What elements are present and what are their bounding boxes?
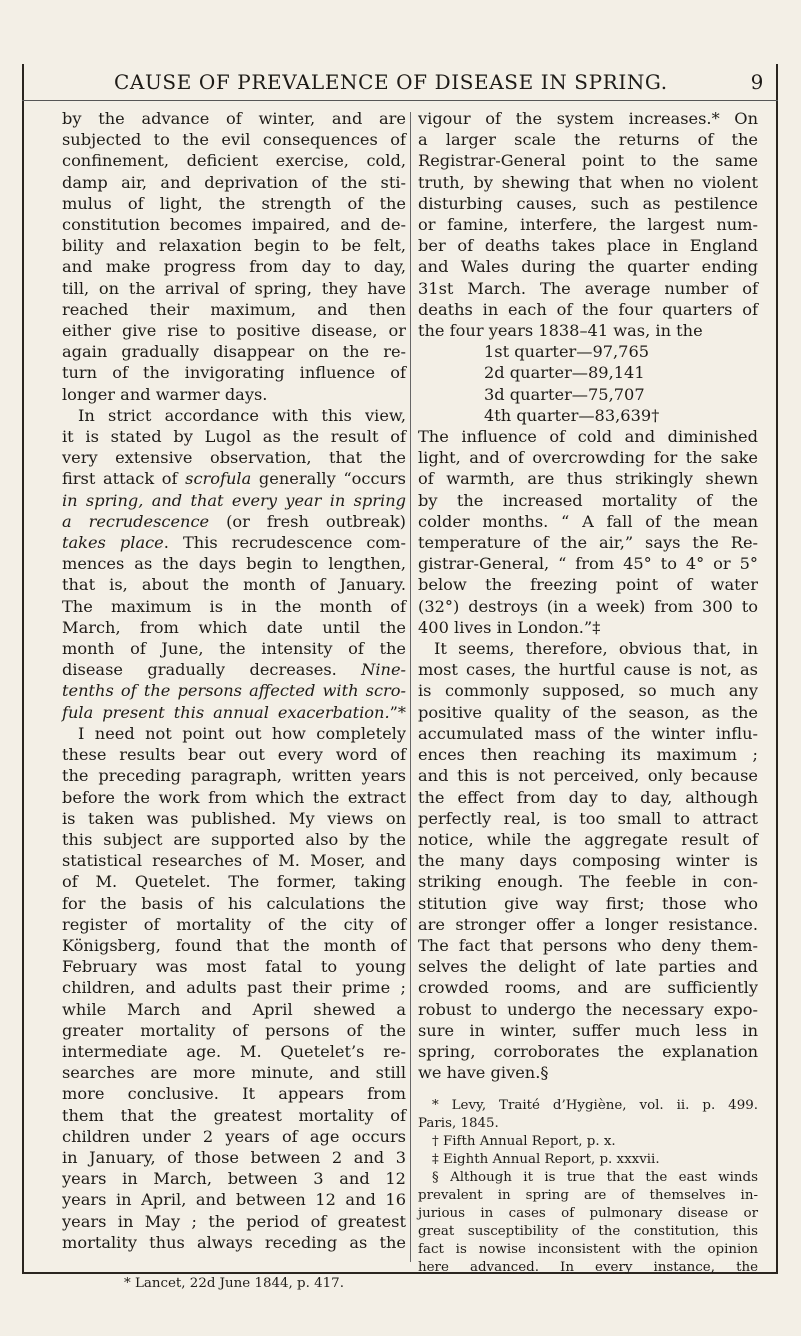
text-line: a larger scale the returns of the: [418, 130, 758, 150]
text-line: below the freezing point of water: [418, 575, 758, 595]
text-line: accumulated mass of the winter influ-: [418, 723, 758, 743]
text-line: very extensive observation, that the: [62, 448, 406, 468]
text-line: month of June, the intensity of the: [62, 639, 406, 659]
text-line: this subject are supported also by the: [62, 829, 406, 849]
text-line: is commonly supposed, so much any: [418, 681, 758, 701]
text-line: 31st March. The average number of: [418, 278, 758, 298]
right-column: [418, 108, 758, 1277]
footnote-line: great susceptibility of the constitution, this: [418, 1224, 758, 1240]
text-line: again gradually disappear on the re-: [62, 342, 406, 362]
text-line: we have given.§: [418, 1063, 549, 1083]
text-line: disease gradually decreases. Nine-: [62, 660, 406, 680]
text-line: for the basis of his calculations the: [62, 893, 406, 913]
text-line: most cases, the hurtful cause is not, as: [418, 660, 758, 680]
running-title: CAUSE OF PREVALENCE OF DISEASE IN SPRING.: [114, 70, 668, 94]
right-body-text-bottom: [418, 426, 758, 1083]
text-line: tenths of the persons affected with scro-: [62, 681, 406, 701]
text-line: selves the delight of late parties and: [418, 957, 758, 977]
footnote: * Lancet, 22d June 1844, p. 417.: [124, 1275, 344, 1291]
text-line: truth, by shewing that when no violent: [418, 172, 758, 192]
text-line: The influence of cold and diminished: [418, 427, 758, 447]
text-line: mences as the days begin to lengthen,: [62, 554, 406, 574]
text-line: while March and April shewed a: [62, 999, 406, 1019]
text-line: years in May ; the period of greatest: [62, 1211, 406, 1231]
text-line: spring, corroborates the explanation: [418, 1041, 758, 1061]
text-line: March, from which date until the: [62, 617, 406, 637]
text-line: or famine, interfere, the largest num-: [418, 215, 758, 235]
text-line: these results bear out every word of: [62, 745, 406, 765]
text-line: confinement, deficient exercise, cold,: [62, 151, 406, 171]
text-line: by the increased mortality of the: [418, 490, 758, 510]
text-line: notice, while the aggregate result of: [418, 829, 758, 849]
text-line: temperature of the air,” says the Re-: [418, 533, 758, 553]
text-line: and make progress from day to day,: [62, 257, 406, 277]
text-line: ber of deaths takes place in England: [418, 236, 758, 256]
header-rule: [22, 100, 778, 101]
text-line: fula present this annual exacerbation.”*: [62, 702, 406, 722]
text-line: The maximum is in the month of: [62, 596, 406, 616]
text-line: striking enough. The feeble in con-: [418, 872, 758, 892]
text-line: reached their maximum, and then: [62, 299, 406, 319]
text-line: Königsberg, found that the month of: [62, 935, 406, 955]
text-line: the many days composing winter is: [418, 851, 758, 871]
text-line: them that the greatest mortality of: [62, 1105, 406, 1125]
text-line: children under 2 years of age occurs: [62, 1126, 406, 1146]
text-line: and this is not perceived, only because: [418, 766, 758, 786]
footnote-line: jurious in cases of pulmonary disease or: [418, 1206, 758, 1222]
text-line: 400 lives in London.”‡: [418, 617, 601, 637]
quarter-entry: 4th quarter—83,639†: [484, 405, 660, 425]
right-border-rule: [776, 64, 778, 1274]
footnote-line: prevalent in spring are of themselves in-: [418, 1188, 758, 1204]
text-line: the four years 1838–41 was, in the: [418, 321, 703, 341]
footnote-line: ‡ Eighth Annual Report, p. xxxvii.: [432, 1152, 660, 1168]
footnote-line: fact is nowise inconsistent with the opinion: [418, 1242, 758, 1258]
text-line: till, on the arrival of spring, they have: [62, 278, 406, 298]
right-footnotes: [418, 1097, 758, 1277]
column-divider: [410, 112, 411, 1262]
page-number: 9: [750, 70, 764, 94]
right-body-text-top: [418, 108, 758, 341]
text-line: perfectly real, is too small to attract: [418, 808, 758, 828]
text-line: a recrudescence (or fresh outbreak): [62, 511, 406, 531]
text-line: the effect from day to day, although: [418, 787, 758, 807]
running-head: [30, 66, 770, 100]
text-line: sure in winter, suffer much less in: [418, 1020, 758, 1040]
text-line: longer and warmer days.: [62, 384, 268, 404]
text-line: (32°) destroys (in a week) from 300 to: [418, 596, 758, 616]
text-line: It seems, therefore, obvious that, in: [434, 639, 758, 659]
left-border-rule: [22, 64, 24, 1274]
text-line: of M. Quetelet. The former, taking: [62, 872, 406, 892]
left-body-text: [62, 108, 406, 1253]
text-line: deaths in each of the four quarters of: [418, 299, 758, 319]
text-line: damp air, and deprivation of the sti-: [62, 172, 406, 192]
text-line: years in March, between 3 and 12: [62, 1169, 406, 1189]
text-line: years in April, and between 12 and 16: [62, 1190, 406, 1210]
footnote-line: here advanced. In every instance, the: [418, 1260, 758, 1276]
text-line: The fact that persons who deny them-: [418, 935, 758, 955]
text-line: intermediate age. M. Quetelet’s re-: [62, 1041, 406, 1061]
text-line: constitution becomes impaired, and de-: [62, 215, 406, 235]
text-line: vigour of the system increases.* On: [418, 109, 758, 128]
text-line: In strict accordance with this view,: [78, 405, 406, 425]
text-line: light, and of overcrowding for the sake: [418, 448, 758, 468]
text-line: subjected to the evil consequences of: [62, 130, 406, 150]
text-line: gistrar-General, “ from 45° to 4° or 5°: [418, 554, 758, 574]
footnote-line: † Fifth Annual Report, p. x.: [432, 1134, 616, 1150]
text-line: positive quality of the season, as the: [418, 702, 758, 722]
text-line: mortality thus always receding as the: [62, 1232, 406, 1252]
text-line: Registrar-General point to the same: [418, 151, 758, 171]
text-line: either give rise to positive disease, or: [62, 321, 406, 341]
left-column: [62, 108, 406, 1293]
text-line: it is stated by Lugol as the result of: [62, 427, 406, 447]
text-line: ences then reaching its maximum ;: [418, 745, 758, 765]
text-line: searches are more minute, and still: [62, 1063, 406, 1083]
text-line: February was most fatal to young: [62, 957, 406, 977]
text-line: register of mortality of the city of: [62, 914, 406, 934]
quarter-entry: 3d quarter—75,707: [484, 384, 645, 404]
text-line: in January, of those between 2 and 3: [62, 1147, 406, 1167]
text-line: before the work from which the extract: [62, 787, 406, 807]
quarter-entry: 2d quarter—89,141: [484, 363, 645, 383]
text-line: and Wales during the quarter ending: [418, 257, 758, 277]
footnote-line: § Although it is true that the east winds: [432, 1170, 758, 1186]
text-line: crowded rooms, and are sufficiently: [418, 978, 758, 998]
text-line: are stronger offer a longer resistance.: [418, 914, 758, 934]
text-line: takes place. This recrudescence com-: [62, 533, 406, 553]
text-line: in spring, and that every year in spring: [62, 490, 406, 510]
text-line: robust to undergo the necessary expo-: [418, 999, 758, 1019]
text-line: bility and relaxation begin to be felt,: [62, 236, 406, 256]
text-line: stitution give way first; those who: [418, 893, 758, 913]
text-line: is taken was published. My views on: [62, 808, 406, 828]
text-line: statistical researches of M. Moser, and: [62, 851, 406, 871]
text-line: the preceding paragraph, written years: [62, 766, 406, 786]
text-line: of warmth, are thus strikingly shewn: [418, 469, 758, 489]
text-line: I need not point out how completely: [78, 723, 406, 743]
left-footnotes: [62, 1275, 406, 1293]
text-line: turn of the invigorating influence of: [62, 363, 406, 383]
text-line: disturbing causes, such as pestilence: [418, 193, 758, 213]
footnote-line: Paris, 1845.: [418, 1116, 499, 1132]
text-line: more conclusive. It appears from: [62, 1084, 406, 1104]
text-line: first attack of scrofula generally “occurs: [62, 469, 406, 489]
text-line: that is, about the month of January.: [62, 575, 406, 595]
quarter-entry: 1st quarter—97,765: [484, 342, 650, 362]
footnote-line: * Levy, Traité d’Hygiène, vol. ii. p. 499.: [432, 1098, 758, 1114]
text-line: greater mortality of persons of the: [62, 1020, 406, 1040]
quarterly-deaths-list: [418, 341, 758, 426]
text-line: colder months. “ A fall of the mean: [418, 511, 758, 531]
text-line: mulus of light, the strength of the: [62, 193, 406, 213]
text-line: by the advance of winter, and are: [62, 109, 406, 128]
text-line: children, and adults past their prime ;: [62, 978, 406, 998]
